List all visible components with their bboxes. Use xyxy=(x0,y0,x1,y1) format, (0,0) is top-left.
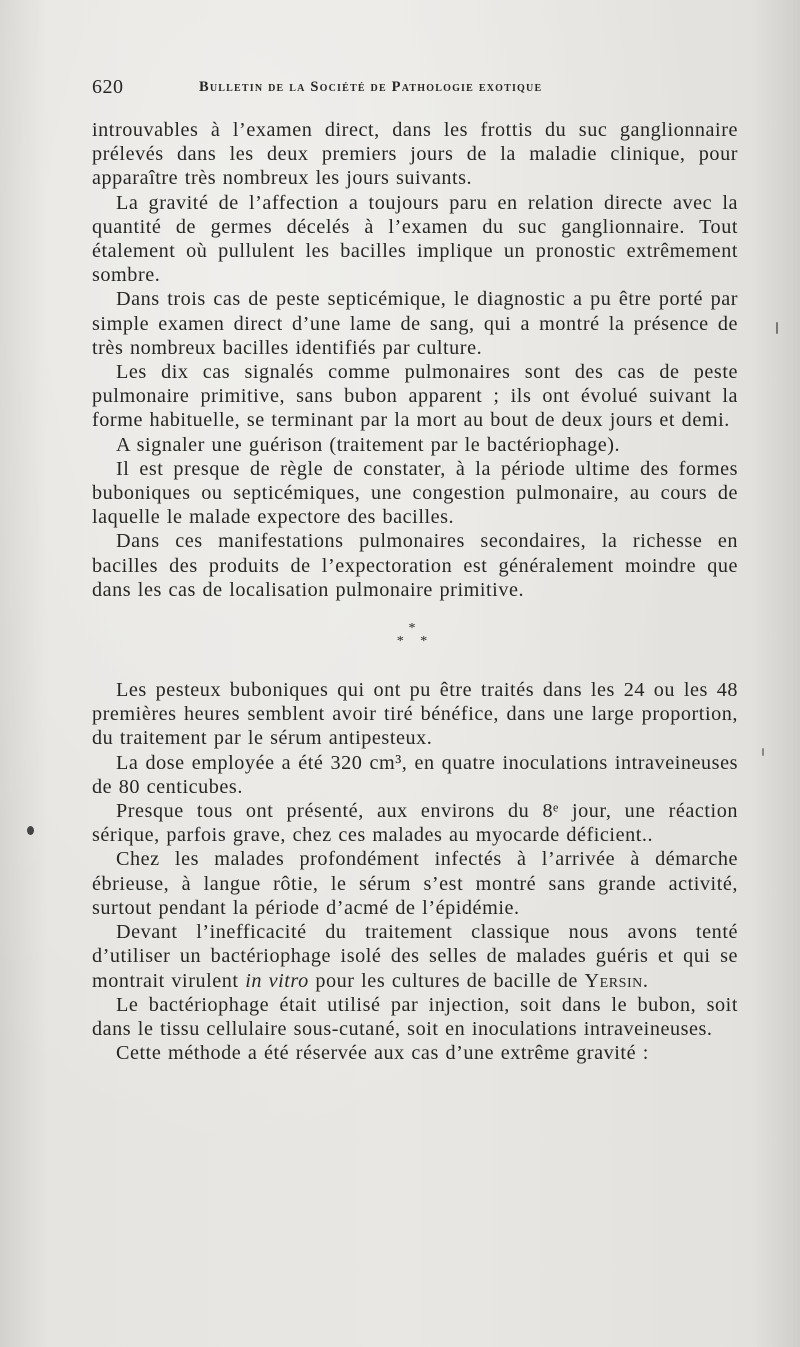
paragraph-12-part-b: pour les cultures de bacille de xyxy=(315,969,578,992)
page-header xyxy=(92,76,652,100)
paragraph-14: Cette méthode a été réservée aux cas d’une extrême gravité : xyxy=(116,1042,649,1065)
running-title: Bulletin de la Société de Pathologie exotique xyxy=(199,79,543,95)
paragraph-13: Le bactériophage était utilisé par injection, soit dans le bubon, soit dans le tissu cellulaire sous-cutané, soit en inoculations intraveineuses. xyxy=(92,993,738,1040)
paragraph-2: La gravité de l’affection a toujours paru en relation directe avec la quantité de germes décelés à l’examen du suc ganglionnaire. Tout étalement où pullulent les bacilles implique un pronostic extrêmement sombre. xyxy=(92,191,738,287)
ink-speck xyxy=(27,826,34,835)
section-break-asterism xyxy=(92,622,738,648)
paragraph-12-part-a: Devant l’inefficacité du traitement classique nous avons tenté d’utiliser un bactériophage isolé des selles de malades guéris et qui se montrait virulent xyxy=(92,921,738,992)
paragraph-12 xyxy=(92,920,738,993)
paragraph-11: Chez les malades profondément infectés à l’arrivée à démarche ébrieuse, à langue rôtie, le sérum s’est montré sans grande activité, surtout pendant la période d’acmé de l’épidémie. xyxy=(92,848,738,919)
body-text xyxy=(92,118,738,1065)
author-name-yersin: Yersin xyxy=(584,969,643,992)
asterism-top: * xyxy=(408,621,422,637)
paragraph-7: Dans ces manifestations pulmonaires secondaires, la richesse en bacilles des produits de l’expectoration est généralement moindre que dans les cas de localisation pulmonaire primitive. xyxy=(92,530,738,601)
margin-mark xyxy=(776,322,778,334)
margin-mark-lower xyxy=(762,748,764,756)
paragraph-4: Les dix cas signalés comme pulmonaires sont des cas de peste pulmonaire primitive, sans bubon apparent ; ils ont évolué suivant la forme habituelle, se terminant par la mort au bout de deux jours et demi. xyxy=(92,361,738,432)
paragraph-6: Il est presque de règle de constater, à la période ultime des formes buboniques ou septicémiques, une congestion pulmonaire, au cours de laquelle le malade expectore des bacilles. xyxy=(92,457,738,529)
asterism-bottom: * * xyxy=(396,634,434,650)
page-number: 620 xyxy=(92,76,124,98)
paragraph-10: Presque tous ont présenté, aux environs du 8ᵉ jour, une réaction sérique, parfois grave, chez ces malades au myocarde déficient.. xyxy=(92,800,738,847)
in-vitro-italic: in vitro xyxy=(245,969,309,992)
paragraph-1: introuvables à l’examen direct, dans les frottis du suc ganglionnaire prélevés dans les deux premiers jours de la maladie clinique, pour apparaître très nombreux les jours suivants. xyxy=(92,119,738,190)
paragraph-8: Les pesteux buboniques qui ont pu être traités dans les 24 ou les 48 premières heures semblent avoir tiré bénéfice, dans une large proportion, du traitement par le sérum antipesteux. xyxy=(92,679,738,750)
paragraph-9: La dose employée a été 320 cm³, en quatre inoculations intraveineuses de 80 centicubes. xyxy=(92,751,738,798)
paragraph-12-end: . xyxy=(642,969,649,992)
paragraph-5: A signaler une guérison (traitement par le bactériophage). xyxy=(116,433,621,456)
paragraph-3: Dans trois cas de peste septicémique, le diagnostic a pu être porté par simple examen direct d’une lame de sang, qui a montré la présence de très nombreux bacilles identifiés par culture. xyxy=(92,288,738,359)
